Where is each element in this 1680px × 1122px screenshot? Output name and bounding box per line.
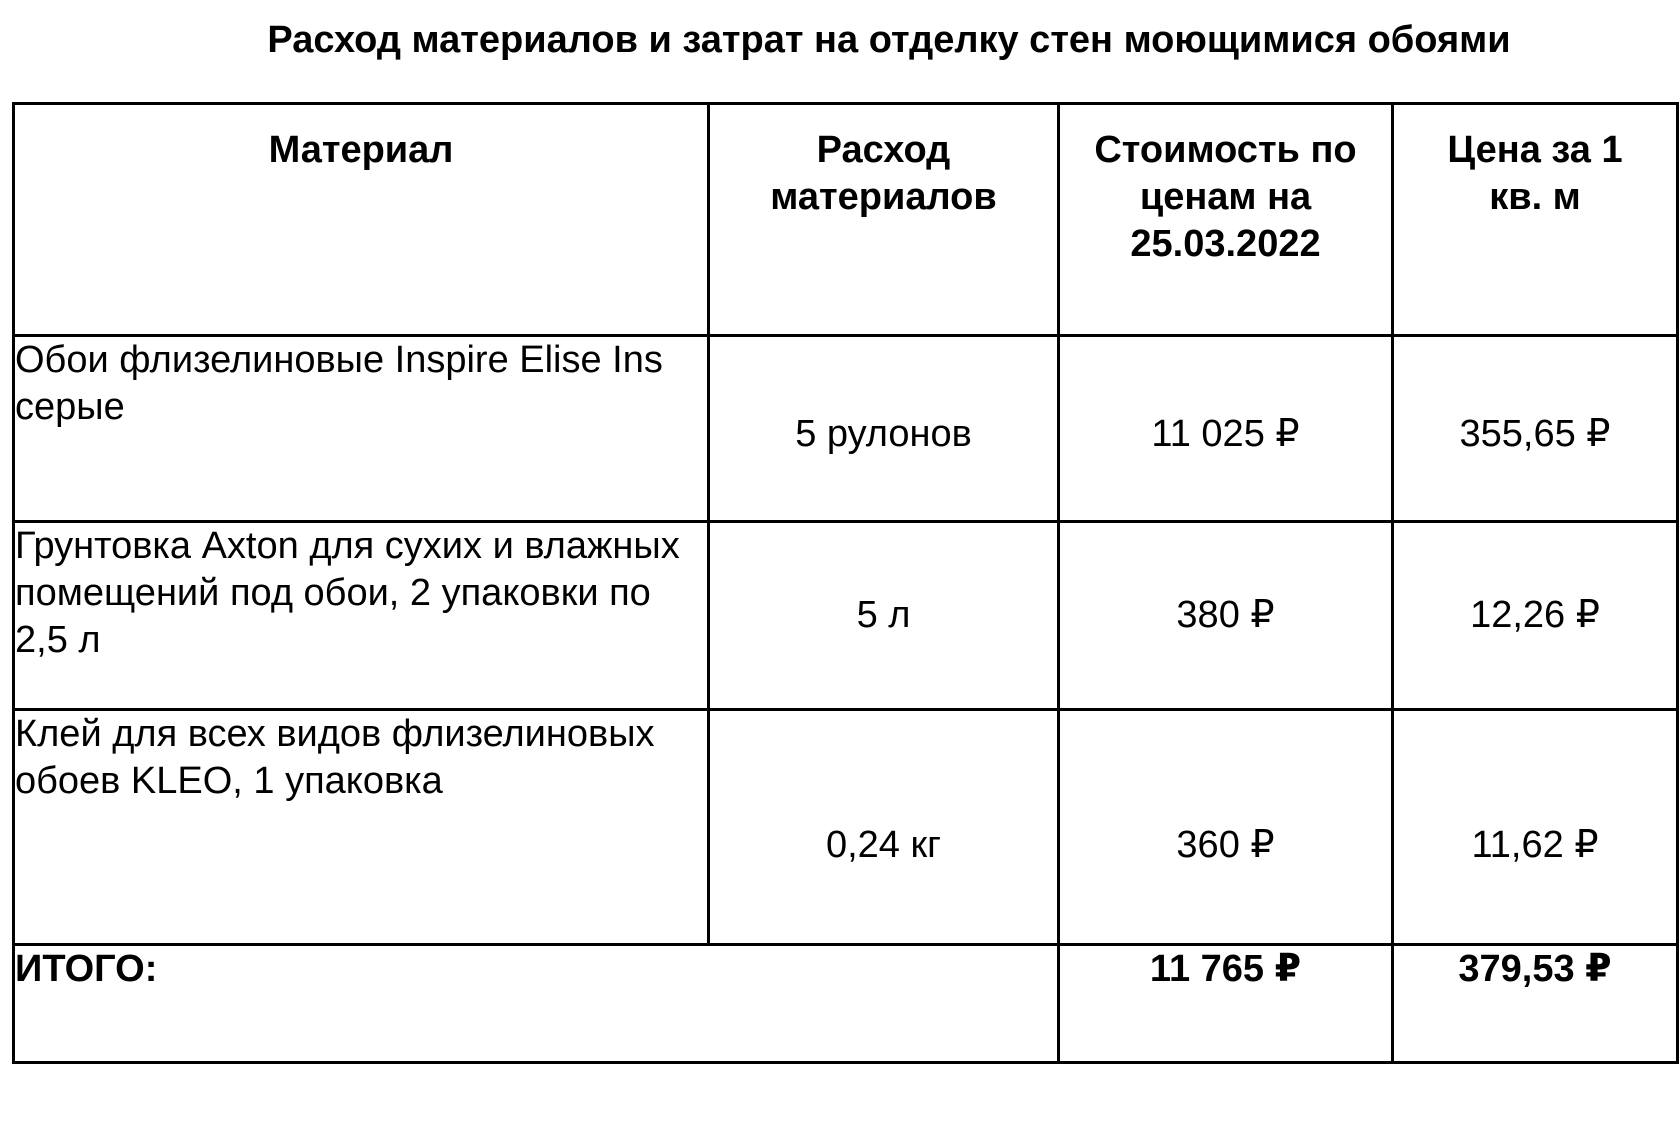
material-name-cell: Клей для всех видов флизелиновых обоев KLEO, 1 упаковка bbox=[14, 710, 709, 945]
material-name-cell: Обои флизелиновые Inspire Elise Ins серые bbox=[14, 336, 709, 522]
usage-cell: 5 рулонов bbox=[709, 336, 1059, 522]
table-header-row bbox=[14, 104, 1678, 336]
cost-cell: 360 ₽ bbox=[1059, 710, 1393, 945]
header-usage: Расход материалов bbox=[709, 104, 1059, 336]
materials-table bbox=[12, 102, 1679, 1064]
header-price-per-sqm: Цена за 1 кв. м bbox=[1393, 104, 1678, 336]
total-cost: 11 765 ₽ bbox=[1059, 945, 1393, 1063]
usage-cell: 5 л bbox=[709, 522, 1059, 710]
table-row bbox=[14, 710, 1678, 945]
material-name-cell: Грунтовка Axton для сухих и влажных помещений под обои, 2 упаковки по 2,5 л bbox=[14, 522, 709, 710]
total-label: ИТОГО: bbox=[14, 945, 1059, 1063]
table-row bbox=[14, 522, 1678, 710]
page-title: Расход материалов и затрат на отделку стен моющимися обоями bbox=[267, 19, 1511, 61]
price-per-sqm-cell: 12,26 ₽ bbox=[1393, 522, 1678, 710]
table-row bbox=[14, 336, 1678, 522]
total-row bbox=[14, 945, 1678, 1063]
price-per-sqm-cell: 355,65 ₽ bbox=[1393, 336, 1678, 522]
cost-cell: 11 025 ₽ bbox=[1059, 336, 1393, 522]
header-material: Материал bbox=[14, 104, 709, 336]
header-cost: Стоимость по ценам на 25.03.2022 bbox=[1059, 104, 1393, 336]
usage-cell: 0,24 кг bbox=[709, 710, 1059, 945]
cost-cell: 380 ₽ bbox=[1059, 522, 1393, 710]
total-price-per-sqm: 379,53 ₽ bbox=[1393, 945, 1678, 1063]
price-per-sqm-cell: 11,62 ₽ bbox=[1393, 710, 1678, 945]
